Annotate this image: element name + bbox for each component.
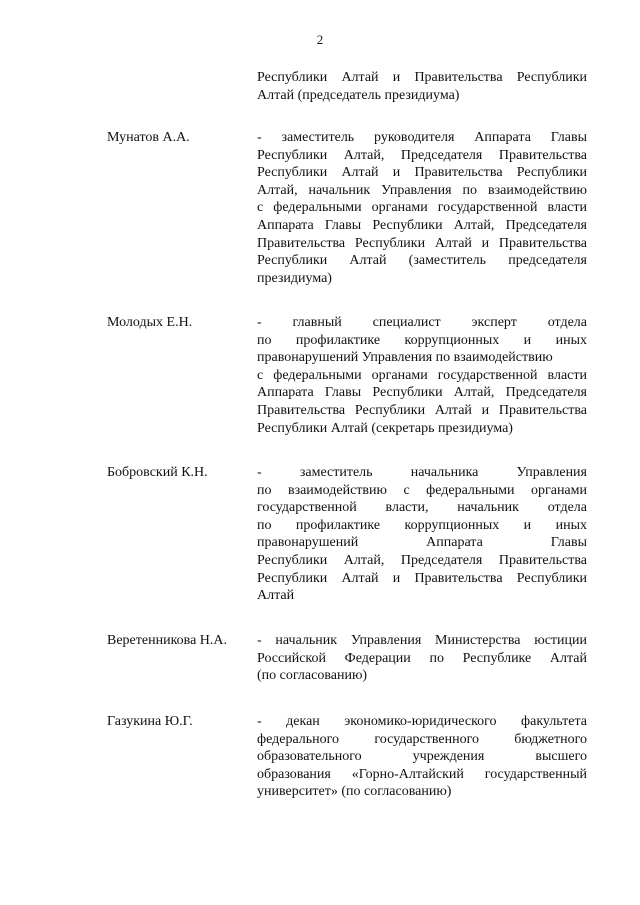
description-line: Республики Алтай, Председателя Правительства	[257, 147, 587, 163]
entry-description	[257, 464, 587, 605]
member-name: Газукина Ю.Г.	[107, 714, 193, 729]
description-line: Республики Алтай и Правительства Республики	[257, 570, 587, 586]
description-line: по профилактике коррупционных и иных	[257, 517, 587, 533]
member-name: Бобровский К.Н.	[107, 465, 208, 480]
description-line: - заместитель начальника Управления	[257, 465, 587, 480]
description-line: - начальник Управления Министерства юстиции	[257, 633, 587, 648]
description-line: правонарушений Управления по взаимодействию	[257, 350, 553, 366]
entry-description	[257, 69, 587, 104]
description-line: Аппарата Главы Республики Алтай, Председателя	[257, 385, 587, 401]
description-line: президиума)	[257, 270, 332, 286]
description-line: Аппарата Главы Республики Алтай, Председателя	[257, 217, 587, 233]
description-line: Республики Алтай (заместитель председателя	[257, 253, 587, 269]
page-number: 2	[316, 32, 324, 47]
description-line: Республики Алтай и Правительства Республики	[257, 165, 587, 181]
description-line: Алтай (председатель президиума)	[257, 87, 460, 103]
description-line: Республики Алтай, Председателя Правительства	[257, 552, 587, 568]
member-name: Веретенникова Н.А.	[107, 633, 228, 648]
description-line: по взаимодействию с федеральными органами	[257, 482, 587, 498]
description-line: Правительства Республики Алтай и Правительства	[257, 235, 587, 251]
entry-description	[257, 129, 587, 287]
description-line: Республики Алтай (секретарь президиума)	[257, 420, 513, 436]
description-line: - заместитель руководителя Аппарата Главы	[257, 130, 587, 145]
description-line: - декан экономико-юридического факультета	[257, 714, 587, 729]
description-line: федерального государственного бюджетного	[257, 731, 587, 747]
entry-description	[257, 632, 587, 685]
description-line: правонарушений Аппарата Главы	[257, 535, 587, 551]
member-name: Мунатов А.А.	[107, 130, 190, 145]
description-line: университет» (по согласованию)	[257, 784, 452, 800]
description-line: - главный специалист эксперт отдела	[257, 315, 587, 330]
description-line: Правительства Республики Алтай и Правительства	[257, 402, 587, 418]
description-line: с федеральными органами государственной власти	[257, 367, 587, 383]
description-line: с федеральными органами государственной власти	[257, 200, 587, 216]
entry-description	[257, 713, 587, 801]
entry-description	[257, 314, 587, 437]
description-line: Алтай	[257, 588, 295, 604]
description-line: Республики Алтай и Правительства Республики	[257, 70, 587, 85]
description-line: образования «Горно-Алтайский государственный	[257, 766, 587, 782]
description-line: государственной власти, начальник отдела	[257, 500, 587, 516]
description-line: образовательного учреждения высшего	[257, 749, 587, 765]
description-line: (по согласованию)	[257, 668, 368, 684]
member-name: Молодых Е.Н.	[107, 315, 193, 330]
description-line: по профилактике коррупционных и иных	[257, 332, 587, 348]
description-line: Алтай, начальник Управления по взаимодействию	[257, 182, 587, 198]
description-line: Российской Федерации по Республике Алтай	[257, 650, 587, 666]
